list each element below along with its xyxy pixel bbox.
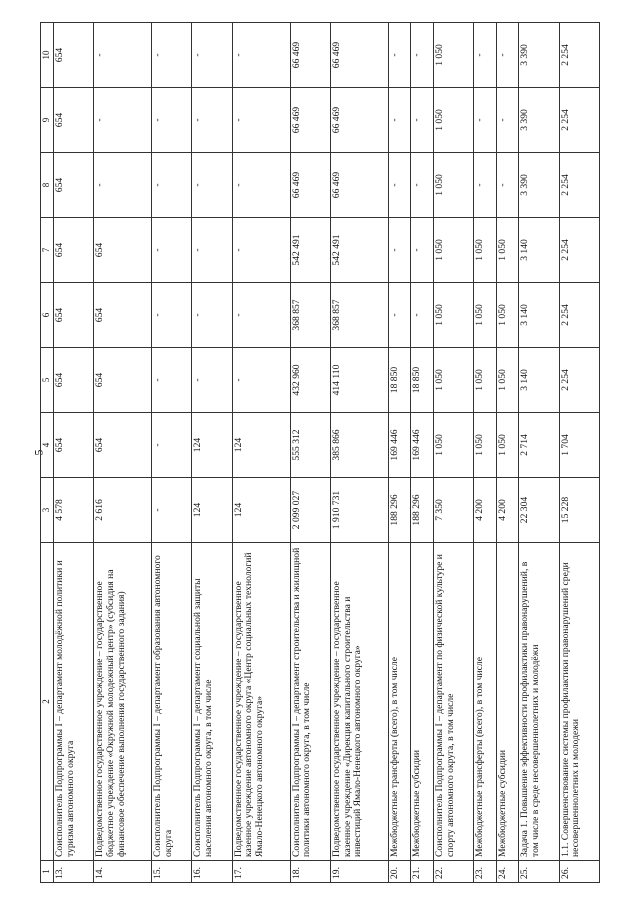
value-cell: 1 050 xyxy=(433,282,473,347)
row-number: 25. xyxy=(519,860,559,882)
value-cell: 15 228 xyxy=(559,477,599,542)
row-number: 22. xyxy=(433,860,473,882)
table-row xyxy=(330,22,388,882)
budget-table xyxy=(40,22,600,883)
value-cell: - xyxy=(152,152,192,217)
value-cell: 169 446 xyxy=(388,412,411,477)
value-cell: 1 050 xyxy=(474,217,497,282)
value-cell: 2 254 xyxy=(559,22,599,87)
value-cell: 1 050 xyxy=(433,412,473,477)
value-cell: - xyxy=(411,22,434,87)
row-number: 18. xyxy=(290,860,330,882)
value-cell: 2 099 027 xyxy=(290,477,330,542)
value-cell: 2 254 xyxy=(559,282,599,347)
value-cell: 18 850 xyxy=(388,347,411,412)
value-cell: 1 050 xyxy=(433,217,473,282)
value-cell: 1 050 xyxy=(496,282,519,347)
value-cell: 654 xyxy=(54,347,94,412)
column-number-4: 4 xyxy=(41,412,54,477)
row-name: Подведомственное государственное учреждение – государственное казенное учреждение «Дирекция капитального строительства и инвестиций Ямало-Ненецкого автономного округа» xyxy=(330,542,388,860)
value-cell: - xyxy=(474,152,497,217)
value-cell: 654 xyxy=(94,347,152,412)
value-cell: - xyxy=(232,22,290,87)
value-cell: - xyxy=(232,347,290,412)
value-cell: 3 140 xyxy=(519,347,559,412)
value-cell: - xyxy=(152,217,192,282)
table-row xyxy=(232,22,290,882)
value-cell: 7 350 xyxy=(433,477,473,542)
column-number-6: 6 xyxy=(41,282,54,347)
value-cell: - xyxy=(94,152,152,217)
table-row xyxy=(474,22,497,882)
table-row xyxy=(290,22,330,882)
row-name: Межбюджетные субсидии xyxy=(496,542,519,860)
table-row xyxy=(433,22,473,882)
value-cell: 2 714 xyxy=(519,412,559,477)
row-number: 15. xyxy=(152,860,192,882)
row-name: Соисполнитель Подпрограммы I – департамент социальной защиты населения автономного округа, в том числе xyxy=(192,542,232,860)
value-cell: 4 578 xyxy=(54,477,94,542)
row-name: Соисполнитель Подпрограммы I – департамент молодёжной политики и туризма автономного округа xyxy=(54,542,94,860)
value-cell: - xyxy=(152,347,192,412)
column-number-5: 5 xyxy=(41,347,54,412)
value-cell: 1 050 xyxy=(474,412,497,477)
value-cell: 66 469 xyxy=(330,87,388,152)
value-cell: 555 312 xyxy=(290,412,330,477)
value-cell: 188 296 xyxy=(388,477,411,542)
value-cell: - xyxy=(152,87,192,152)
value-cell: 1 050 xyxy=(496,217,519,282)
column-number-8: 8 xyxy=(41,152,54,217)
value-cell: - xyxy=(388,87,411,152)
value-cell: 654 xyxy=(54,152,94,217)
value-cell: 654 xyxy=(54,22,94,87)
row-name: Межбюджетные субсидии xyxy=(411,542,434,860)
row-number: 26. xyxy=(559,860,599,882)
value-cell: - xyxy=(496,152,519,217)
value-cell: - xyxy=(411,87,434,152)
value-cell: - xyxy=(388,217,411,282)
value-cell: 1 050 xyxy=(496,347,519,412)
table-row xyxy=(94,22,152,882)
column-number-3: 3 xyxy=(41,477,54,542)
value-cell: 368 857 xyxy=(290,282,330,347)
value-cell: 66 469 xyxy=(290,152,330,217)
value-cell: 124 xyxy=(192,412,232,477)
value-cell: - xyxy=(192,347,232,412)
row-name: Задача 1. Повышение эффективности профилактики правонарушений, в том числе в среде несовершеннолетних и молодёжи xyxy=(519,542,559,860)
value-cell: 4 200 xyxy=(474,477,497,542)
value-cell: - xyxy=(192,217,232,282)
value-cell: 66 469 xyxy=(330,22,388,87)
value-cell: - xyxy=(152,282,192,347)
value-cell: 385 866 xyxy=(330,412,388,477)
value-cell: 66 469 xyxy=(290,22,330,87)
table-row xyxy=(388,22,411,882)
value-cell: 1 050 xyxy=(433,87,473,152)
value-cell: 654 xyxy=(94,217,152,282)
value-cell: 1 910 731 xyxy=(330,477,388,542)
column-number-row xyxy=(41,22,54,882)
budget-table-sheet xyxy=(40,23,600,883)
row-name: Межбюджетные трансферты (всего), в том числе xyxy=(474,542,497,860)
row-name: Соисполнитель Подпрограммы I – департамент образования автономного округа xyxy=(152,542,192,860)
row-name: 1.1. Совершенствование системы профилактики правонарушений среди несовершеннолетних и молодежи xyxy=(559,542,599,860)
value-cell: 3 390 xyxy=(519,152,559,217)
row-number: 24. xyxy=(496,860,519,882)
row-number: 14. xyxy=(94,860,152,882)
value-cell: - xyxy=(192,22,232,87)
value-cell: 1 050 xyxy=(433,22,473,87)
value-cell: 654 xyxy=(54,87,94,152)
value-cell: 368 857 xyxy=(330,282,388,347)
value-cell: 654 xyxy=(54,217,94,282)
row-name: Межбюджетные трансферты (всего), в том числе xyxy=(388,542,411,860)
table-row xyxy=(411,22,434,882)
row-number: 20. xyxy=(388,860,411,882)
value-cell: 654 xyxy=(94,282,152,347)
table-row xyxy=(54,22,94,882)
value-cell: - xyxy=(411,217,434,282)
table-row xyxy=(192,22,232,882)
value-cell: 542 491 xyxy=(330,217,388,282)
value-cell: 124 xyxy=(192,477,232,542)
value-cell: 2 254 xyxy=(559,347,599,412)
value-cell: - xyxy=(232,152,290,217)
value-cell: 1 050 xyxy=(433,152,473,217)
value-cell: 124 xyxy=(232,412,290,477)
value-cell: 22 304 xyxy=(519,477,559,542)
value-cell: - xyxy=(496,22,519,87)
value-cell: 3 140 xyxy=(519,217,559,282)
table-row xyxy=(496,22,519,882)
value-cell: 2 254 xyxy=(559,152,599,217)
value-cell: 66 469 xyxy=(330,152,388,217)
row-number: 19. xyxy=(330,860,388,882)
value-cell: 2 254 xyxy=(559,217,599,282)
value-cell: - xyxy=(192,282,232,347)
row-number: 13. xyxy=(54,860,94,882)
row-name: Подведомственное государственное учреждение – государственное казенное учреждение автономного округа «Центр социальных технологий Ямало-Ненецкого автономного округа» xyxy=(232,542,290,860)
value-cell: 3 390 xyxy=(519,22,559,87)
value-cell: - xyxy=(411,152,434,217)
value-cell: 542 491 xyxy=(290,217,330,282)
value-cell: - xyxy=(192,152,232,217)
value-cell: 2 254 xyxy=(559,87,599,152)
value-cell: 1 050 xyxy=(433,347,473,412)
value-cell: - xyxy=(474,87,497,152)
value-cell: - xyxy=(388,282,411,347)
page-number: 5 xyxy=(31,449,46,456)
value-cell: - xyxy=(496,87,519,152)
value-cell: - xyxy=(388,22,411,87)
table-row xyxy=(519,22,559,882)
value-cell: 188 296 xyxy=(411,477,434,542)
value-cell: 4 200 xyxy=(496,477,519,542)
value-cell: 124 xyxy=(232,477,290,542)
value-cell: - xyxy=(192,87,232,152)
column-number-9: 9 xyxy=(41,87,54,152)
row-number: 16. xyxy=(192,860,232,882)
column-number-1: 1 xyxy=(41,860,54,882)
value-cell: - xyxy=(94,87,152,152)
value-cell: 432 960 xyxy=(290,347,330,412)
value-cell: 1 704 xyxy=(559,412,599,477)
table-row xyxy=(152,22,192,882)
row-number: 17. xyxy=(232,860,290,882)
row-name: Соисполнитель Подпрограммы I – департамент по физической культуре и спорту автономного округа, в том числе xyxy=(433,542,473,860)
value-cell: - xyxy=(232,87,290,152)
value-cell: - xyxy=(411,282,434,347)
value-cell: 3 140 xyxy=(519,282,559,347)
table-row xyxy=(559,22,599,882)
value-cell: - xyxy=(232,217,290,282)
value-cell: - xyxy=(474,22,497,87)
value-cell: - xyxy=(152,412,192,477)
value-cell: 1 050 xyxy=(474,347,497,412)
value-cell: - xyxy=(232,282,290,347)
value-cell: 169 446 xyxy=(411,412,434,477)
value-cell: 3 390 xyxy=(519,87,559,152)
row-name: Соисполнитель Подпрограммы I – департамент строительства и жилищной политики автономного округа, в том числе xyxy=(290,542,330,860)
column-number-2: 2 xyxy=(41,542,54,860)
value-cell: 1 050 xyxy=(496,412,519,477)
value-cell: 18 850 xyxy=(411,347,434,412)
value-cell: 66 469 xyxy=(290,87,330,152)
value-cell: - xyxy=(152,22,192,87)
column-number-7: 7 xyxy=(41,217,54,282)
value-cell: 414 110 xyxy=(330,347,388,412)
value-cell: 1 050 xyxy=(474,282,497,347)
value-cell: - xyxy=(152,477,192,542)
value-cell: - xyxy=(94,22,152,87)
value-cell: 654 xyxy=(54,412,94,477)
value-cell: 654 xyxy=(54,282,94,347)
row-number: 21. xyxy=(411,860,434,882)
column-number-10: 10 xyxy=(41,22,54,87)
row-number: 23. xyxy=(474,860,497,882)
value-cell: 2 616 xyxy=(94,477,152,542)
value-cell: - xyxy=(388,152,411,217)
value-cell: 654 xyxy=(94,412,152,477)
row-name: Подведомственное государственное учреждение – государственное бюджетное учреждение «Окружной молодежный центр» (субсидия на финансовое обеспечение выполнения государственного задания) xyxy=(94,542,152,860)
